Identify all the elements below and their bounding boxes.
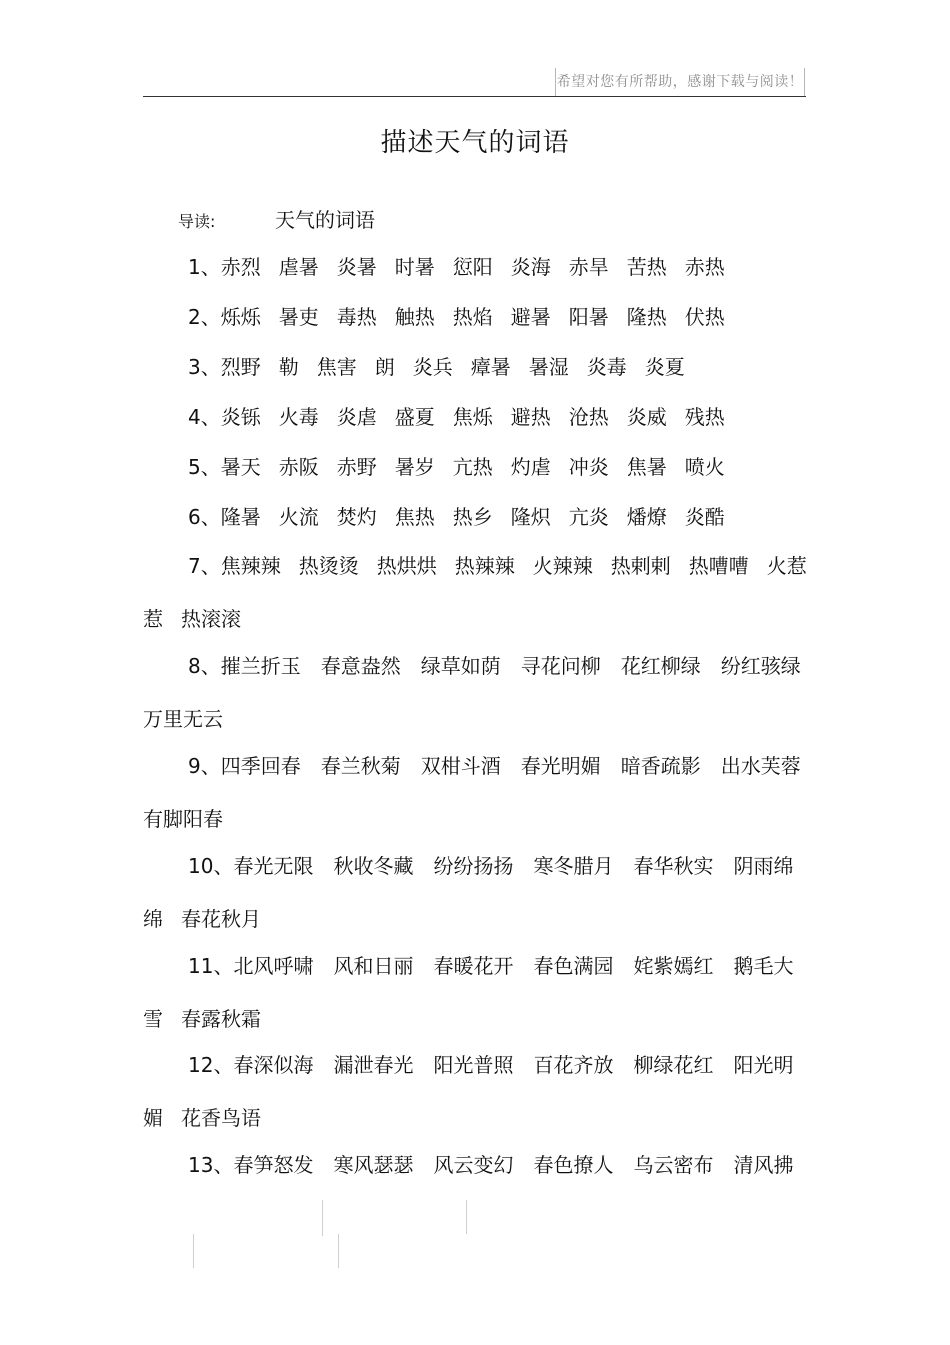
- scan-line-fragment: [322, 1200, 323, 1236]
- word-line: [188, 953, 813, 979]
- word: 焦热: [394, 505, 435, 529]
- word: 焦辣辣: [220, 554, 281, 578]
- line-number: 10、: [188, 854, 234, 878]
- word: 纷纷扬扬: [433, 854, 514, 878]
- word: 有脚阳春: [143, 807, 223, 831]
- word: 亢炎: [568, 505, 609, 529]
- word: 春光无限: [233, 854, 314, 878]
- scan-line-fragment: [466, 1200, 467, 1234]
- word: 火惹: [766, 554, 807, 578]
- word: 炎虐: [336, 405, 377, 429]
- word: 喷火: [684, 455, 725, 479]
- word: 虐暑: [278, 255, 319, 279]
- word: 四季回春: [220, 754, 301, 778]
- word: 绿草如荫: [420, 654, 501, 678]
- line-number: 8、: [188, 654, 221, 678]
- word-line-continuation: [143, 603, 259, 632]
- word: 百花齐放: [533, 1053, 614, 1077]
- word: 暑湿: [528, 355, 569, 379]
- word: 毒热: [336, 305, 377, 329]
- word-line: [188, 504, 743, 530]
- line-number: 11、: [188, 954, 234, 978]
- word: 春华秋实: [633, 854, 714, 878]
- line-number: 6、: [188, 505, 221, 529]
- word: 赤野: [336, 455, 377, 479]
- word: 春色撩人: [533, 1153, 614, 1177]
- word: 热辣辣: [454, 554, 515, 578]
- word: 灼虐: [510, 455, 551, 479]
- word: 秋收冬藏: [333, 854, 414, 878]
- word: 漏泄春光: [333, 1053, 414, 1077]
- word: 暑天: [220, 455, 261, 479]
- line-number: 7、: [188, 554, 221, 578]
- word: 姹紫嫣红: [633, 954, 714, 978]
- scan-line-fragment: [193, 1234, 194, 1268]
- word: 伏热: [684, 305, 725, 329]
- word: 火流: [278, 505, 319, 529]
- word: 春笋怒发: [233, 1153, 314, 1177]
- word: 乌云密布: [633, 1153, 714, 1177]
- word: 阴雨绵: [733, 854, 794, 878]
- word: 绵: [143, 907, 163, 931]
- word: 柳绿花红: [633, 1053, 714, 1077]
- word: 风和日丽: [333, 954, 414, 978]
- word: 热烘烘: [376, 554, 437, 578]
- word-line: [188, 853, 813, 879]
- word: 炎威: [626, 405, 667, 429]
- word: 万里无云: [143, 707, 223, 731]
- word-line: [188, 254, 743, 280]
- word: 亢热: [452, 455, 493, 479]
- word: 赤烈: [220, 255, 261, 279]
- word: 避热: [510, 405, 551, 429]
- word: 沧热: [568, 405, 609, 429]
- word-line: [188, 753, 821, 779]
- word: 火辣辣: [532, 554, 593, 578]
- word: 朗: [374, 355, 395, 379]
- word: 春暖花开: [433, 954, 514, 978]
- word-line: [188, 354, 703, 380]
- word: 春色满园: [533, 954, 614, 978]
- word: 盛夏: [394, 405, 435, 429]
- word: 寻花问柳: [520, 654, 601, 678]
- word: 双柑斗酒: [420, 754, 501, 778]
- word: 炎海: [510, 255, 551, 279]
- word: 媚: [143, 1106, 163, 1130]
- page-title: 描述天气的词语: [380, 128, 570, 158]
- word-line: [188, 404, 743, 430]
- word: 炎兵: [412, 355, 453, 379]
- word: 春兰秋菊: [320, 754, 401, 778]
- line-number: 13、: [188, 1153, 234, 1177]
- line-number: 5、: [188, 455, 221, 479]
- word: 北风呼啸: [233, 954, 314, 978]
- word: 春露秋霜: [181, 1007, 261, 1031]
- word: 勒: [278, 355, 299, 379]
- word: 寒风瑟瑟: [333, 1153, 414, 1177]
- word-line-continuation: [143, 1003, 279, 1032]
- word: 燔燎: [626, 505, 667, 529]
- word-line-continuation: [143, 1102, 279, 1131]
- word: 炎酷: [684, 505, 725, 529]
- word: 清风拂: [733, 1153, 794, 1177]
- word-line: [188, 553, 825, 579]
- word: 暗香疏影: [620, 754, 701, 778]
- word: 摧兰折玉: [220, 654, 301, 678]
- word: 隆热: [626, 305, 667, 329]
- line-number: 3、: [188, 355, 221, 379]
- word: 阳光普照: [433, 1053, 514, 1077]
- word: 热嘈嘈: [688, 554, 749, 578]
- word: 风云变幻: [433, 1153, 514, 1177]
- word: 惹: [143, 607, 163, 631]
- word: 出水芙蓉: [720, 754, 801, 778]
- word: 赤阪: [278, 455, 319, 479]
- word: 春花秋月: [181, 907, 261, 931]
- word: 隆暑: [220, 505, 261, 529]
- line-number: 2、: [188, 305, 221, 329]
- word: 苦热: [626, 255, 667, 279]
- word: 炎暑: [336, 255, 377, 279]
- word: 纷红骇绿: [720, 654, 801, 678]
- word: 焚灼: [336, 505, 377, 529]
- word: 热滚滚: [181, 607, 241, 631]
- word: 雪: [143, 1007, 163, 1031]
- word: 赤热: [684, 255, 725, 279]
- word: 花香鸟语: [181, 1106, 261, 1130]
- word: 热焰: [452, 305, 493, 329]
- word-line: [188, 653, 821, 679]
- word-line: [188, 304, 743, 330]
- scan-line-fragment: [338, 1234, 339, 1268]
- word: 炎毒: [586, 355, 627, 379]
- word: 热烫烫: [298, 554, 359, 578]
- word: 愆阳: [452, 255, 493, 279]
- word: 烁烁: [220, 305, 261, 329]
- word: 暑吏: [278, 305, 319, 329]
- word-line-continuation: [143, 703, 241, 732]
- line-number: 9、: [188, 754, 221, 778]
- header-rule: [143, 96, 806, 97]
- intro: [178, 204, 375, 233]
- word: 火毒: [278, 405, 319, 429]
- word: 热乡: [452, 505, 493, 529]
- word: 焦害: [316, 355, 357, 379]
- word: 冲炎: [568, 455, 609, 479]
- word-line: [188, 1052, 813, 1078]
- word-line-continuation: [143, 803, 241, 832]
- word: 炎铄: [220, 405, 261, 429]
- word: 鹅毛大: [733, 954, 794, 978]
- word: 残热: [684, 405, 725, 429]
- word: 炎夏: [644, 355, 685, 379]
- word: 避暑: [510, 305, 551, 329]
- word: 阳光明: [733, 1053, 794, 1077]
- word-line-continuation: [143, 903, 279, 932]
- word-line: [188, 454, 743, 480]
- word: 春意盎然: [320, 654, 401, 678]
- word: 时暑: [394, 255, 435, 279]
- word: 春深似海: [233, 1053, 314, 1077]
- header-banner: 希望对您有所帮助，感谢下载与阅读！: [555, 68, 805, 96]
- word: 焦暑: [626, 455, 667, 479]
- word: 暑岁: [394, 455, 435, 479]
- word: 热剌剌: [610, 554, 671, 578]
- word: 瘴暑: [470, 355, 511, 379]
- word-line: [188, 1152, 813, 1178]
- word: 花红柳绿: [620, 654, 701, 678]
- word: 焦烁: [452, 405, 493, 429]
- word: 隆炽: [510, 505, 551, 529]
- word: 阳暑: [568, 305, 609, 329]
- line-number: 12、: [188, 1053, 234, 1077]
- line-number: 1、: [188, 255, 221, 279]
- word: 触热: [394, 305, 435, 329]
- intro-label: 导读:: [178, 212, 216, 231]
- word: 烈野: [220, 355, 261, 379]
- word: 寒冬腊月: [533, 854, 614, 878]
- intro-text: 天气的词语: [275, 208, 375, 232]
- line-number: 4、: [188, 405, 221, 429]
- word: 赤旱: [568, 255, 609, 279]
- word: 春光明媚: [520, 754, 601, 778]
